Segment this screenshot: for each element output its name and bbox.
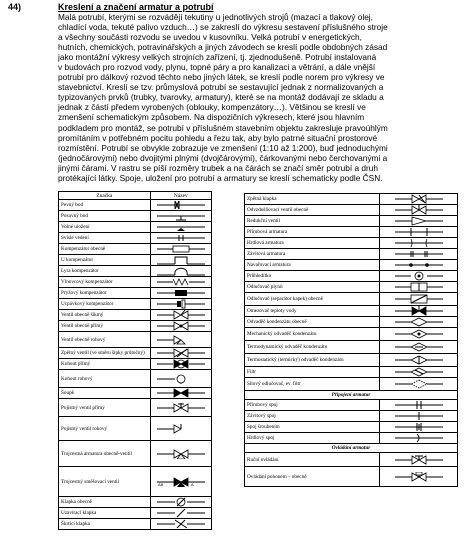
symbol-label: Pryžový kompenzátor: [59, 288, 151, 299]
power-actuator-icon: [380, 467, 458, 487]
port-letter-b: B: [181, 482, 185, 487]
gate-valve-icon: [150, 388, 211, 399]
symbol-label: Kohout přímý: [59, 359, 151, 370]
table-row: [59, 332, 212, 348]
symbol-label: Lyra kompenzátor: [59, 266, 151, 277]
symbol-label: Ovládání pohonem – obecně: [245, 467, 380, 487]
section-row: [245, 391, 458, 400]
paragraph-line: Malá potrubí, kterými se rozvádějí tekutiny u jednotlivých strojů (mazací a tlakový olej,: [58, 12, 373, 22]
rubber-compensator-icon: [150, 288, 211, 299]
table-row: [59, 388, 212, 399]
paragraph-line: jako montážní výkresy velkých strojních zařízení, tj. zjednodušeně. Potrubí instalovaná: [58, 52, 377, 63]
paragraph-line: typizovaných prvků (trubky, tvarovky, armatury), které se na montáž dodávají ze skladu a: [58, 92, 384, 103]
symbol-label: Trojcestný směšovací ventil: [59, 467, 151, 497]
table-row: [245, 293, 458, 306]
paragraph-line: hutních, chemických, potravinářských a jiných závodech se kreslí podle obdobných zásad: [58, 42, 388, 53]
table-row: [59, 348, 212, 359]
port-letter-ab: AB: [157, 481, 164, 487]
table-row: [245, 341, 458, 354]
butterfly-valve-icon: [150, 497, 211, 508]
symbol-label: Omezovač teploty vody: [245, 306, 380, 317]
paragraph-line: jinými čárami. V rastru se píší rozměry trubek a na čárách se značí směr potrubí a druh: [58, 162, 379, 173]
table-row: [59, 370, 212, 388]
column-header-mark: Značka: [59, 192, 151, 200]
table-row: [245, 260, 458, 271]
symbol-label: Odvzdušňovací ventil obecně: [245, 205, 380, 216]
question-number: 44): [8, 2, 22, 12]
section-title: Kreslení a značení armatur a potrubí: [58, 2, 214, 12]
paragraph-line: chladící voda, tekuté palivo vzduch…) se zakreslí do výkresu sestavení příslušného stroje: [58, 22, 388, 33]
symbol-label: Škrtící klapka: [59, 519, 151, 530]
symbols-table-left: [58, 191, 212, 530]
three-way-mixing-valve-icon: [150, 467, 211, 497]
table-row: [59, 508, 212, 519]
symbol-label: Navařovací armatura: [245, 260, 380, 271]
angle-cock-icon: [150, 370, 211, 388]
symbol-label: U kompenzátor: [59, 255, 151, 266]
table-row: [59, 441, 212, 467]
port-letter-a: A: [190, 481, 194, 487]
table-row: [59, 277, 212, 288]
symbol-label: Hrdlový spoj: [245, 433, 380, 444]
symbol-label: Kohout rohový: [59, 370, 151, 388]
compensator-icon: [150, 244, 211, 255]
table-row: [59, 244, 212, 255]
symbol-label: Odlučovač (separátor kapek) obecně: [245, 293, 380, 306]
union-joint-icon: [380, 422, 458, 433]
table-row: [59, 417, 212, 441]
symbol-label: Závitová armatura: [245, 249, 380, 260]
table-row: [59, 255, 212, 266]
symbol-label: Ventil obecně šikmý: [59, 310, 151, 321]
condensate-trap-icon: [380, 317, 458, 328]
paragraph-line: protékající látky. Spoje, uložení pro potrubí a armatury se kreslí schematicky podle ČSN.: [58, 172, 383, 183]
section-row: [245, 444, 458, 453]
table-row: [59, 266, 212, 277]
check-flap-icon: [380, 194, 458, 205]
table-row: [245, 216, 458, 227]
symbol-label: Odlučovač plynů: [245, 282, 380, 293]
vertical-guide-icon: [150, 233, 211, 244]
socket-joint-icon: [380, 433, 458, 444]
safety-valve-straight-icon: [150, 399, 211, 417]
paragraph-line: v budovách pro rozvod vody, plynu, topné páry a pro kanalizaci a větrání, a dále vnější: [58, 62, 376, 73]
symbol-label: Filtr: [245, 367, 380, 378]
paragraph: [58, 12, 462, 183]
symbol-label: Pevný bod: [59, 200, 151, 211]
socket-fitting-icon: [380, 238, 458, 249]
table-row: [59, 519, 212, 530]
symbol-label: Ucpávkový kompenzátor: [59, 299, 151, 310]
free-support-icon: [150, 222, 211, 233]
straight-cock-icon: [150, 359, 211, 370]
table-row: [245, 422, 458, 433]
symbol-label: Pojistný ventil rohový: [59, 417, 151, 441]
symbol-label: Svislé vedení: [59, 233, 151, 244]
table-row: [245, 400, 458, 411]
symbol-label: Klapka obecně: [59, 497, 151, 508]
droplet-separator-icon: [380, 293, 458, 306]
table-row: [59, 299, 212, 310]
symbol-label: Přírubová armatura: [245, 227, 380, 238]
symbol-label: Závitový spoj: [245, 411, 380, 422]
vent-valve-icon: [380, 205, 458, 216]
check-valve-icon: [150, 348, 211, 359]
table-row: [245, 411, 458, 422]
paragraph-line: zmenšení schematickým způsobem. Na dispozičních výkresech, které jsou hlavním: [58, 112, 365, 123]
table-row: [245, 194, 458, 205]
symbol-label: Sítový odlučovač, ev. filtr: [245, 378, 380, 391]
temperature-limiter-icon: [380, 306, 458, 317]
sight-glass-icon: [380, 271, 458, 282]
throttle-flap-icon: [150, 519, 211, 530]
symbol-label: Šoupě: [59, 388, 151, 399]
paragraph-line: podkladem pro montáž, se potrubí v příslušném stavebním objektu zakresluje pravoúhlým: [58, 122, 388, 133]
table-row: [245, 467, 458, 487]
symbol-label: Termostatický (termický) odvaděč kondenzátu: [245, 354, 380, 367]
mechanical-trap-icon: [380, 328, 458, 341]
table-row: [59, 359, 212, 370]
table-row: [245, 282, 458, 293]
symbol-label: Pojistný ventil přímý: [59, 399, 151, 417]
table-row: [245, 367, 458, 378]
thread-joint-icon: [380, 411, 458, 422]
symbol-label: Přírubový spoj: [245, 400, 380, 411]
table-row: [245, 354, 458, 367]
table-row: [245, 306, 458, 317]
three-way-valve-icon: [150, 441, 211, 467]
symbol-label: Mechanický odvaděč kondenzátu: [245, 328, 380, 341]
flange-joint-icon: [380, 400, 458, 411]
table-row: [59, 288, 212, 299]
gland-compensator-icon: [150, 299, 211, 310]
symbol-label: Hrdlová armatura: [245, 238, 380, 249]
fixed-point-icon: [150, 200, 211, 211]
bellows-compensator-icon: [150, 277, 211, 288]
paragraph-line: rozmístění. Potrubí se obvykle zobrazuje ve zmenšení (1:10 až 1:200), buď jednoduchými: [58, 142, 388, 153]
thermostatic-trap-icon: [380, 354, 458, 367]
table-row: [245, 317, 458, 328]
table-row: [59, 399, 212, 417]
symbol-label: Uzavírací klapka: [59, 508, 151, 519]
table-row: [59, 497, 212, 508]
table-row: [59, 321, 212, 332]
oblique-valve-icon: [150, 310, 211, 321]
table-row: [245, 271, 458, 282]
symbol-label: Ruční ovládání: [245, 453, 380, 467]
paragraph-line: (jednočárovými) nebo dvojitými plnými (dvojčárovými), čárkovanými nebo čerchovanými a: [58, 152, 388, 163]
paragraph-line: potrubí pro dálkový rozvod těchto nebo jiných látek, se kreslí podle norem pro výkresy ve: [58, 72, 385, 83]
symbol-label: Spoj šroubením: [245, 422, 380, 433]
table-row: [245, 433, 458, 444]
column-header-name: Název: [150, 192, 211, 200]
table-row: [245, 328, 458, 341]
welded-fitting-icon: [380, 260, 458, 271]
straight-valve-icon: [150, 321, 211, 332]
gas-separator-icon: [380, 282, 458, 293]
table-row: [59, 233, 212, 244]
filter-icon: [380, 367, 458, 378]
table-row: [245, 227, 458, 238]
symbol-label: Průhledítko: [245, 271, 380, 282]
lyra-compensator-icon: [150, 266, 211, 277]
manual-actuator-icon: [380, 453, 458, 467]
table-row: [245, 378, 458, 391]
symbol-label: Zpětný ventil (ve směru šipky průtočný): [59, 348, 151, 359]
table-row: [59, 467, 212, 497]
symbol-label: Vlnovcový kompenzátor: [59, 277, 151, 288]
table-row: [245, 205, 458, 216]
paragraph-line: a všechny součásti rozvodu se uvedou v kusovníku. Velká potrubí v energetických,: [58, 32, 362, 43]
paragraph-line: stavebnictví. Kreslí se tzv. průmyslová potrubí se sestavující jednak z normalizovaných a: [58, 82, 384, 93]
symbol-label: Zpětná klapka: [245, 194, 380, 205]
symbol-label: Kompenzátor obecně: [59, 244, 151, 255]
symbol-label: Trojcestná armatura obecně-ventil: [59, 441, 151, 467]
table-row: [245, 249, 458, 260]
paragraph-line: jednak z částí předem vyrobených (oblouky, kompenzátory…). Většinou se kreslí ve: [58, 102, 366, 113]
symbol-label: Termodynamický odvaděč kondenzátu: [245, 341, 380, 354]
symbol-label: Odvaděč kondenzátu obecně: [245, 317, 380, 328]
safety-valve-angle-icon: [150, 417, 211, 441]
u-compensator-icon: [150, 255, 211, 266]
paragraph-line: promítáním v potřebném pocitu pohledu a řezu tak, aby bylo patrné situační prostorové: [58, 132, 378, 143]
sliding-point-icon: [150, 211, 211, 222]
table-row: [59, 310, 212, 321]
table-row: [59, 211, 212, 222]
thermodynamic-trap-icon: [380, 341, 458, 354]
reducing-valve-icon: [380, 216, 458, 227]
symbol-label: Volné uložení: [59, 222, 151, 233]
symbol-label: Redukční ventil: [245, 216, 380, 227]
symbol-label: Posuvný bod: [59, 211, 151, 222]
threaded-fitting-icon: [380, 249, 458, 260]
flanged-fitting-icon: [380, 227, 458, 238]
table-row: [245, 238, 458, 249]
symbol-label: Ventil obecně rohový: [59, 332, 151, 348]
symbol-label: Ventil obecně přímý: [59, 321, 151, 332]
angle-valve-icon: [150, 332, 211, 348]
table-row: [59, 222, 212, 233]
section-heading: Připojení armatur: [245, 391, 458, 400]
section-heading: Ovládání armatur: [245, 444, 458, 453]
table-row: [59, 200, 212, 211]
strainer-icon: [380, 378, 458, 391]
shutoff-flap-icon: [150, 508, 211, 519]
symbols-table-right: [244, 193, 458, 487]
table-row: [245, 453, 458, 467]
